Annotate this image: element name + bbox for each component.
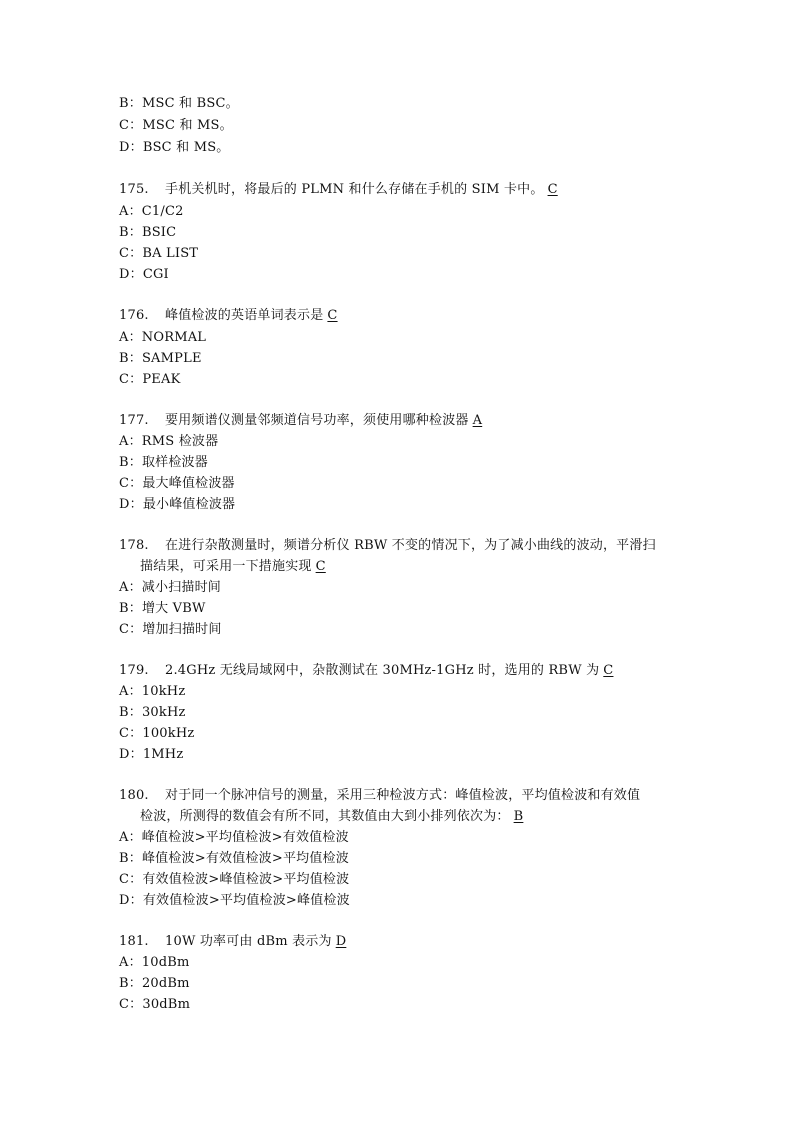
option-line: D：有效值检波>平均值检波>峰值检波 — [119, 893, 350, 908]
answer-blank: C — [327, 308, 338, 323]
question-176 — [119, 308, 341, 324]
question-text-continued: 检波，所测得的数值会有所不同，其数值由大到小排列依次为： — [140, 809, 510, 824]
answer-blank: C — [603, 663, 614, 678]
option-line: A：10dBm — [119, 955, 190, 970]
option-line: B：峰值检波>有效值检波>平均值检波 — [119, 851, 349, 866]
question-number: 176. — [119, 308, 149, 323]
question-number: 181. — [119, 934, 149, 949]
option-line: B：30kHz — [119, 705, 186, 720]
option-line: B：MSC 和 BSC。 — [119, 96, 239, 111]
option-line: C：PEAK — [119, 372, 181, 387]
answer-blank: A — [472, 413, 483, 428]
question-179 — [119, 663, 616, 679]
question-181 — [119, 934, 349, 950]
question-text: 10W 功率可由 dBm 表示为 — [165, 934, 332, 949]
question-text: 要用频谱仪测量邻频道信号功率，须使用哪种检波器 — [165, 413, 469, 428]
question-number: 179. — [119, 663, 149, 678]
question-text: 峰值检波的英语单词表示是 — [165, 308, 324, 323]
question-number: 175. — [119, 182, 149, 197]
option-line: C：30dBm — [119, 997, 191, 1012]
option-line: B：BSIC — [119, 225, 177, 240]
answer-blank: B — [513, 809, 524, 824]
option-line: A：C1/C2 — [119, 204, 184, 219]
question-178 — [119, 538, 656, 554]
option-line: C：增加扫描时间 — [119, 622, 222, 637]
option-line: B：增大 VBW — [119, 601, 206, 616]
answer-blank: C — [547, 182, 558, 197]
option-line: A：RMS 检波器 — [119, 434, 219, 449]
option-line: B：20dBm — [119, 976, 190, 991]
option-line: C：最大峰值检波器 — [119, 476, 235, 491]
option-line: A：NORMAL — [119, 330, 207, 345]
answer-blank: D — [335, 934, 347, 949]
question-text: 2.4GHz 无线局域网中，杂散测试在 30MHz-1GHz 时，选用的 RBW 为 — [165, 663, 600, 678]
question-text: 对于同一个脉冲信号的测量，采用三种检波方式：峰值检波，平均值检波和有效值 — [165, 788, 641, 803]
option-line: D：1MHz — [119, 747, 184, 762]
option-line: D：CGI — [119, 267, 169, 282]
question-text-continued: 描结果，可采用一下措施实现 — [140, 559, 312, 574]
option-line: B：SAMPLE — [119, 351, 202, 366]
option-line: C：BA LIST — [119, 246, 199, 261]
question-180 — [119, 788, 640, 804]
option-line: C：有效值检波>峰值检波>平均值检波 — [119, 872, 350, 887]
option-line: D：最小峰值检波器 — [119, 497, 236, 512]
question-text: 在进行杂散测量时，频谱分析仪 RBW 不变的情况下，为了减小曲线的波动，平滑扫 — [165, 538, 656, 553]
question-number: 178. — [119, 538, 149, 553]
question-175 — [119, 182, 561, 198]
option-line: C：100kHz — [119, 726, 195, 741]
option-line: A：10kHz — [119, 684, 186, 699]
answer-blank: C — [315, 559, 326, 574]
question-number: 177. — [119, 413, 149, 428]
question-number: 180. — [119, 788, 149, 803]
option-line: A：峰值检波>平均值检波>有效值检波 — [119, 830, 349, 845]
question-177 — [119, 413, 485, 429]
question-180-continued — [140, 809, 526, 825]
question-text: 手机关机时，将最后的 PLMN 和什么存储在手机的 SIM 卡中。 — [165, 182, 544, 197]
question-178-continued — [140, 559, 329, 575]
option-line: D：BSC 和 MS。 — [119, 140, 230, 155]
option-line: A：减小扫描时间 — [119, 580, 221, 595]
option-line: C：MSC 和 MS。 — [119, 118, 233, 133]
option-line: B：取样检波器 — [119, 455, 208, 470]
